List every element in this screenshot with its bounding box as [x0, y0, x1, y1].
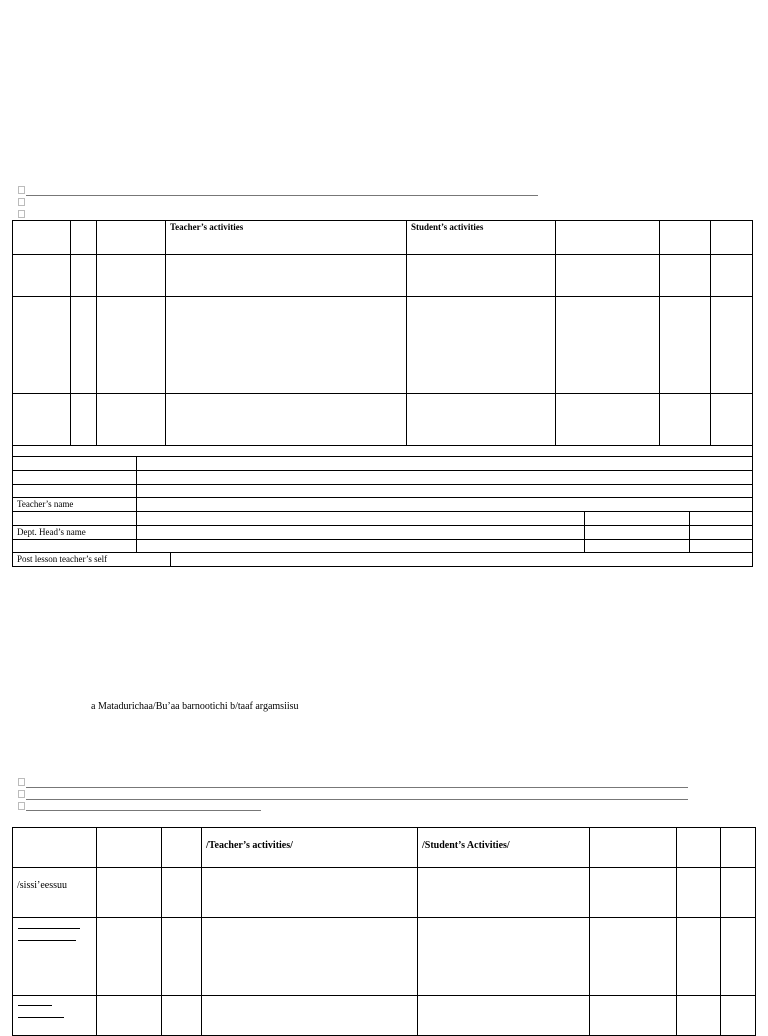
table-cell[interactable]: [13, 255, 71, 297]
table-cell[interactable]: [202, 996, 418, 1036]
table-cell: [97, 828, 162, 868]
table-cell[interactable]: [690, 512, 753, 526]
table-cell[interactable]: [13, 540, 137, 553]
table-cell[interactable]: [711, 394, 753, 446]
table-cell[interactable]: [418, 868, 590, 918]
bullet-icon: [18, 198, 25, 206]
table-cell[interactable]: [13, 485, 137, 498]
fill-in-line: [26, 810, 261, 811]
table-cell[interactable]: [407, 297, 556, 394]
table-cell: [162, 828, 202, 868]
table-cell[interactable]: [721, 918, 756, 996]
table-cell[interactable]: [71, 297, 97, 394]
table-cell: [13, 221, 71, 255]
bullet-icon: [18, 778, 25, 786]
table-cell[interactable]: [13, 512, 137, 526]
table-cell[interactable]: [97, 996, 162, 1036]
table-cell[interactable]: [418, 996, 590, 1036]
table-cell[interactable]: [556, 297, 660, 394]
table-cell[interactable]: [711, 297, 753, 394]
table-cell[interactable]: [166, 394, 407, 446]
table-cell[interactable]: [97, 255, 166, 297]
table-cell[interactable]: [590, 868, 677, 918]
table-cell: [556, 221, 660, 255]
table-cell[interactable]: [97, 868, 162, 918]
table-cell[interactable]: [166, 255, 407, 297]
table-cell[interactable]: [137, 471, 753, 485]
table-cell: [590, 828, 677, 868]
table-cell: [71, 221, 97, 255]
table-cell[interactable]: [590, 918, 677, 996]
table-cell[interactable]: [137, 485, 753, 498]
lesson-plan-table: [12, 220, 753, 446]
table-cell[interactable]: [13, 996, 97, 1036]
post-lesson-label: Post lesson teacher’s self: [13, 553, 171, 567]
table-cell[interactable]: [97, 918, 162, 996]
table-cell[interactable]: [677, 918, 721, 996]
underline-mark: [18, 1017, 64, 1018]
table-cell: [13, 828, 97, 868]
bullet-icon: [18, 210, 25, 218]
table-cell[interactable]: [13, 297, 71, 394]
introduction-label: /sissi’eessuu: [13, 868, 97, 918]
table-cell[interactable]: [97, 394, 166, 446]
table-cell[interactable]: [202, 868, 418, 918]
table-cell[interactable]: [137, 540, 585, 553]
table-cell[interactable]: [137, 457, 753, 471]
table-cell: [660, 221, 711, 255]
underline-mark: [18, 1005, 52, 1006]
table-cell[interactable]: [71, 394, 97, 446]
post-lesson-field[interactable]: [171, 553, 753, 567]
fill-in-line: [26, 799, 688, 800]
table-cell[interactable]: [13, 471, 137, 485]
table-cell[interactable]: [13, 446, 753, 457]
table-cell[interactable]: [137, 512, 585, 526]
table-cell[interactable]: [677, 868, 721, 918]
bullet-icon: [18, 802, 25, 810]
table-cell[interactable]: [585, 526, 690, 540]
table-cell: [677, 828, 721, 868]
fill-in-line: [26, 787, 688, 788]
table-cell[interactable]: [721, 996, 756, 1036]
table-cell[interactable]: [162, 918, 202, 996]
teacher-name-field[interactable]: [137, 498, 753, 512]
fill-in-line: [26, 195, 538, 196]
signature-table: [12, 445, 753, 567]
table-cell[interactable]: [711, 255, 753, 297]
student-activities-header: Student’s activities: [407, 221, 556, 255]
teacher-activities-header: /Teacher’s activities/: [202, 828, 418, 868]
table-cell[interactable]: [13, 394, 71, 446]
dept-head-name-field[interactable]: [137, 526, 585, 540]
table-cell[interactable]: [13, 918, 97, 996]
table-cell[interactable]: [660, 297, 711, 394]
teacher-activities-header: Teacher’s activities: [166, 221, 407, 255]
table-cell: [721, 828, 756, 868]
table-cell[interactable]: [556, 255, 660, 297]
table-cell[interactable]: [407, 394, 556, 446]
table-cell[interactable]: [13, 457, 137, 471]
table-cell[interactable]: [166, 297, 407, 394]
table-cell[interactable]: [690, 540, 753, 553]
underline-mark: [18, 928, 80, 929]
lesson-plan-table-2: [12, 827, 756, 1036]
table-cell[interactable]: [71, 255, 97, 297]
table-cell[interactable]: [660, 255, 711, 297]
table-cell: [97, 221, 166, 255]
table-cell[interactable]: [590, 996, 677, 1036]
student-activities-header: /Student’s Activities/: [418, 828, 590, 868]
table-cell[interactable]: [556, 394, 660, 446]
table-cell[interactable]: [690, 526, 753, 540]
table-cell[interactable]: [162, 996, 202, 1036]
table-cell[interactable]: [721, 868, 756, 918]
table-cell[interactable]: [677, 996, 721, 1036]
table-cell[interactable]: [585, 512, 690, 526]
caption-text: a Matadurichaа/Bu’aa barnootichi b/taaf argamsiisu: [91, 701, 299, 712]
bullet-icon: [18, 186, 25, 194]
table-cell[interactable]: [418, 918, 590, 996]
table-cell[interactable]: [585, 540, 690, 553]
teacher-name-label: Teacher’s name: [13, 498, 137, 512]
underline-mark: [18, 940, 76, 941]
table-cell[interactable]: [97, 297, 166, 394]
table-cell[interactable]: [162, 868, 202, 918]
table-cell[interactable]: [660, 394, 711, 446]
bullet-icon: [18, 790, 25, 798]
table-cell[interactable]: [407, 255, 556, 297]
dept-head-name-label: Dept. Head’s name: [13, 526, 137, 540]
table-cell[interactable]: [202, 918, 418, 996]
table-cell: [711, 221, 753, 255]
